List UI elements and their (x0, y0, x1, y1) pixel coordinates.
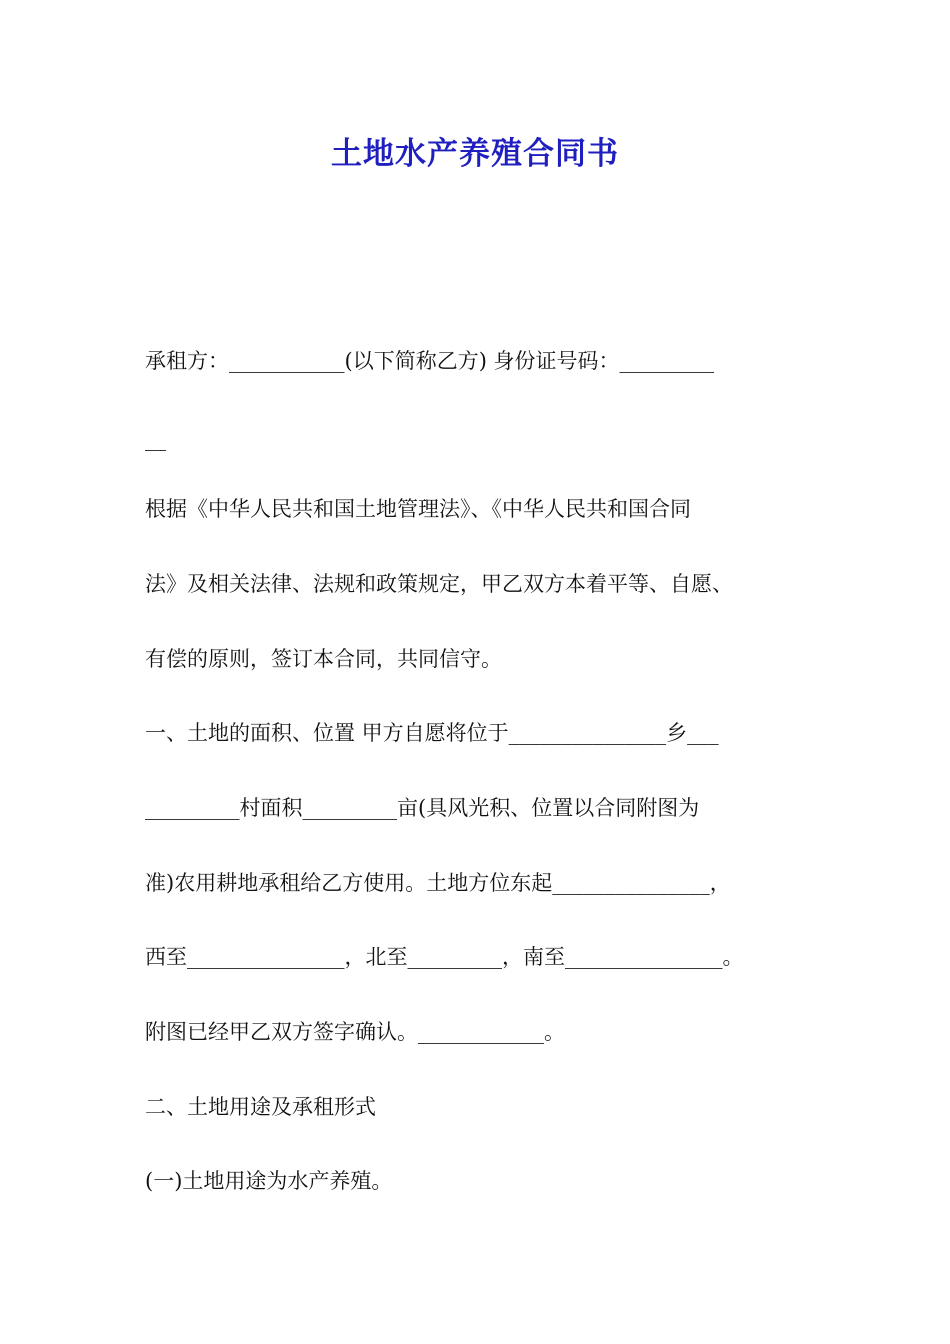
id-continuation-line: __ (145, 427, 166, 451)
lessee-line: 承租方：___________(以下简称乙方) 身份证号码：_________ (145, 349, 715, 373)
paragraph-line: _________村面积_________亩(具风光积、位置以合同附图为 (145, 796, 700, 820)
paragraph-line: 西至_______________，北至_________，南至_______________。 (145, 945, 744, 969)
section-two-heading: 二、土地用途及承租形式 (145, 1095, 376, 1119)
paragraph-line: 准)农用耕地承租给乙方使用。土地方位东起_______________， (145, 871, 731, 895)
paragraph-line: 附图已经甲乙双方签字确认。____________。 (145, 1020, 565, 1044)
paragraph-line: 根据《中华人民共和国土地管理法》、《中华人民共和国合同 (145, 497, 691, 521)
section-one-line: 一、土地的面积、位置 甲方自愿将位于_______________乡___ (145, 721, 719, 745)
paragraph-line: 有偿的原则，签订本合同，共同信守。 (145, 647, 502, 671)
paragraph-line: 法》及相关法律、法规和政策规定，甲乙双方本着平等、自愿、 (145, 572, 733, 596)
sub-item-line: (一)土地用途为水产养殖。 (145, 1169, 393, 1193)
document-title: 土地水产养殖合同书 (331, 136, 619, 172)
